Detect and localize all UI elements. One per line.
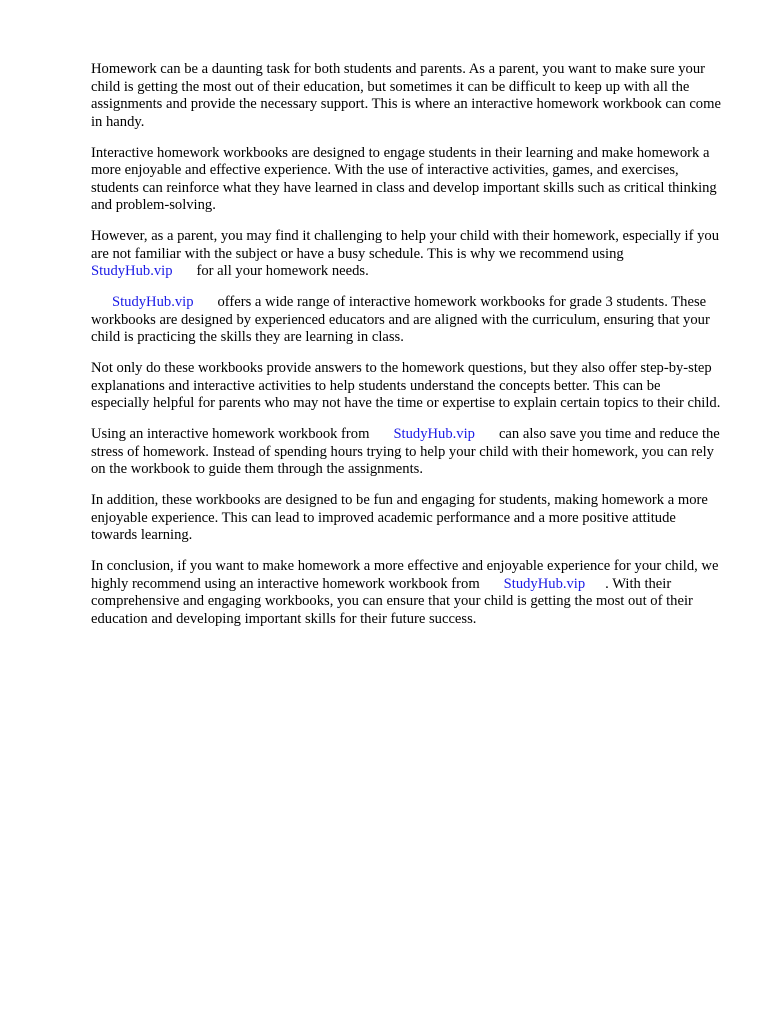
- paragraph-offerings: [91, 294, 721, 347]
- studyhub-link[interactable]: StudyHub.vip: [91, 263, 173, 279]
- paragraph-save-time-lead: Using an interactive homework workbook from: [91, 426, 370, 442]
- paragraph-conclusion-lead: In conclusion, if you want to make homework a more effective and enjoyable experience for your child, we highly recommend using an interactive homework workbook from: [91, 558, 719, 592]
- paragraph-intro: Homework can be a daunting task for both students and parents. As a parent, you want to make sure your child is getting the most out of their education, but sometimes it can be difficult to keep up with all the assignments and provide the necessary support. This is where an interactive homework workbook can come in handy.: [91, 61, 721, 130]
- paragraph-explanations: Not only do these workbooks provide answers to the homework questions, but they also offer step-by-step explanations and interactive activities to help students understand the concepts better. This can be especially helpful for parents who may not have the time or expertise to explain certain topics to their child.: [91, 360, 721, 411]
- studyhub-link[interactable]: StudyHub.vip: [503, 575, 586, 592]
- paragraph-save-time: [91, 426, 721, 479]
- paragraph-recommendation-tail: for all your homework needs.: [196, 263, 369, 279]
- paragraph-conclusion: [91, 558, 721, 628]
- paragraph-offerings-text: offers a wide range of interactive homework workbooks for grade 3 students. These workbooks are designed by experienced educators and are aligned with the curriculum, ensuring that your child is practicing the skills they are learning in class.: [91, 294, 710, 345]
- document-body: [91, 61, 721, 642]
- paragraph-save-time-text: can also save you time and reduce the stress of homework. Instead of spending hours trying to help your child with their homework, you can rely on the workbook to guide them through the assignments.: [91, 426, 720, 477]
- paragraph-workbooks-description: Interactive homework workbooks are designed to engage students in their learning and make homework a more enjoyable and effective experience. With the use of interactive activities, games, and exercises, students can reinforce what they have learned in class and develop important skills such as critical thinking and problem-solving.: [91, 144, 717, 213]
- studyhub-link[interactable]: StudyHub.vip: [112, 294, 194, 310]
- paragraph-recommendation-text: However, as a parent, you may find it challenging to help your child with their homework, especially if you are not familiar with the subject or have a busy schedule. This is why we recommend using: [91, 228, 719, 262]
- studyhub-link[interactable]: StudyHub.vip: [393, 426, 475, 442]
- paragraph-recommendation: [91, 228, 721, 281]
- paragraph-engaging: In addition, these workbooks are designed to be fun and engaging for students, making homework a more enjoyable experience. This can lead to improved academic performance and a more positive attitude towards learning.: [91, 492, 708, 543]
- paragraph-conclusion-text: . With their comprehensive and engaging workbooks, you can ensure that your child is getting the most out of their education and developing important skills for their future success.: [91, 575, 693, 627]
